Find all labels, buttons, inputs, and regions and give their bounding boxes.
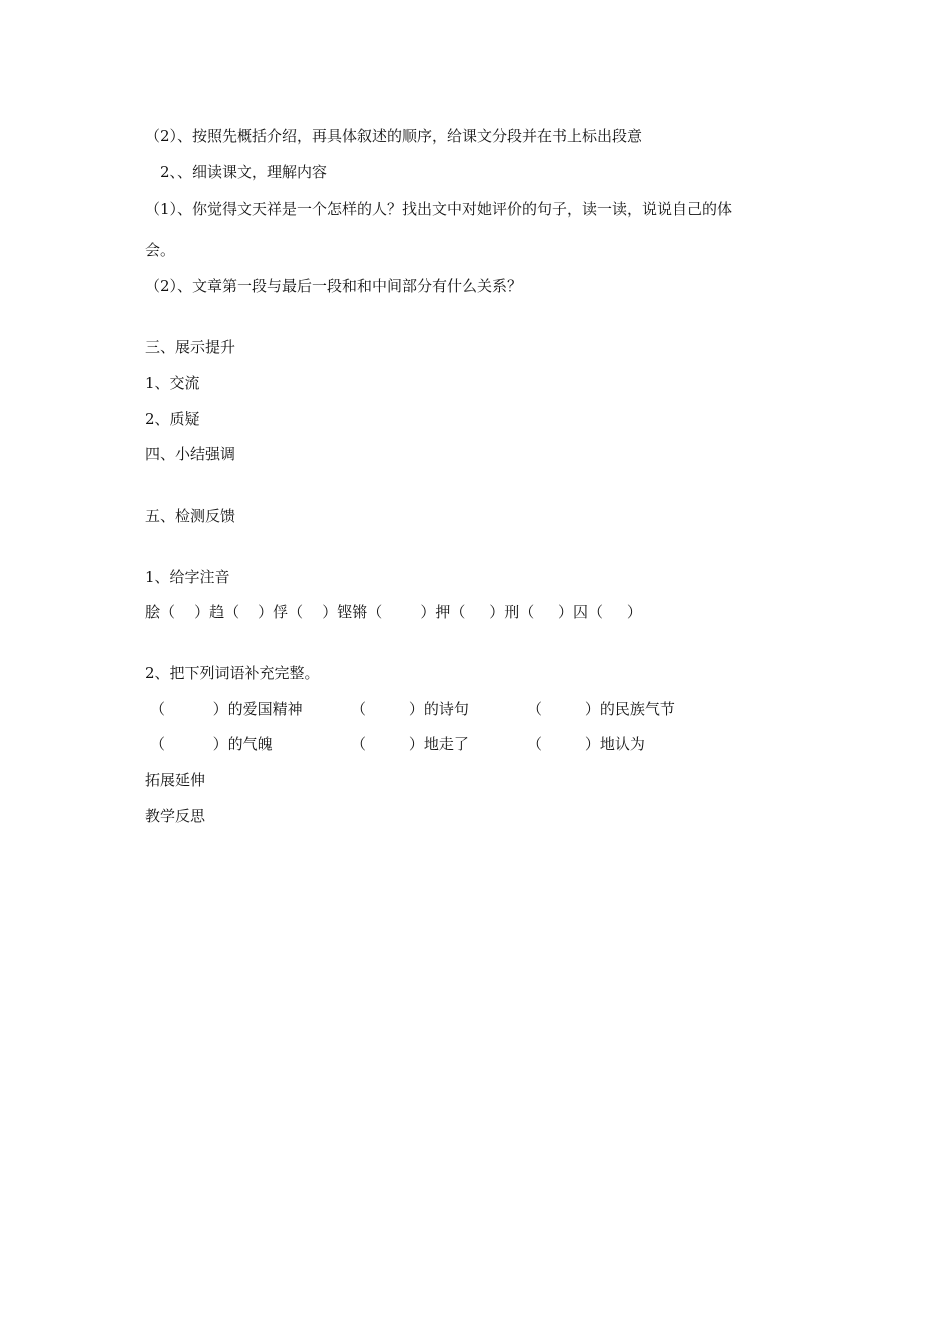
extend-heading: 拓展延伸	[145, 771, 206, 789]
fill-item: （ ）地走了	[351, 735, 469, 753]
fill-item: （ ）的气魄	[150, 735, 273, 753]
item-exchange: 1、交流	[145, 374, 200, 392]
question-structure: （2）、文章第一段与最后一段和和中间部分有什么关系？	[145, 277, 523, 295]
pinyin-exercise-line: 脍（ ）趋（ ）俘（ ）铿锵（ ）押（ ）刑（ ）囚（ ）	[145, 603, 642, 621]
fill-item: （ ）地认为	[527, 735, 645, 753]
question-character-line2: 会。	[145, 241, 176, 259]
pinyin-exercise-title: 1、给字注音	[145, 568, 230, 586]
question-character-line1: （1）、你觉得文天祥是一个怎样的人？找出文中对她评价的句子，读一读，说说自己的体	[145, 200, 733, 218]
fill-item: （ ）的爱国精神	[150, 700, 303, 718]
section-heading-test: 五、检测反馈	[145, 507, 236, 525]
section-heading-show: 三、展示提升	[145, 338, 236, 356]
fill-exercise-row	[145, 699, 845, 719]
fill-exercise-title: 2、把下列词语补充完整。	[145, 664, 320, 682]
item-question: 2、质疑	[145, 410, 200, 428]
section-heading-summary: 四、小结强调	[145, 445, 236, 463]
fill-item: （ ）的民族气节	[527, 700, 675, 718]
step-read-carefully: 2、、细读课文，理解内容	[160, 163, 328, 181]
reflection-heading: 教学反思	[145, 807, 206, 825]
fill-item: （ ）的诗句	[351, 700, 469, 718]
question-segment-paragraphs: （2）、按照先概括介绍，再具体叙述的顺序，给课文分段并在书上标出段意	[145, 127, 643, 145]
fill-exercise-row	[145, 734, 845, 754]
